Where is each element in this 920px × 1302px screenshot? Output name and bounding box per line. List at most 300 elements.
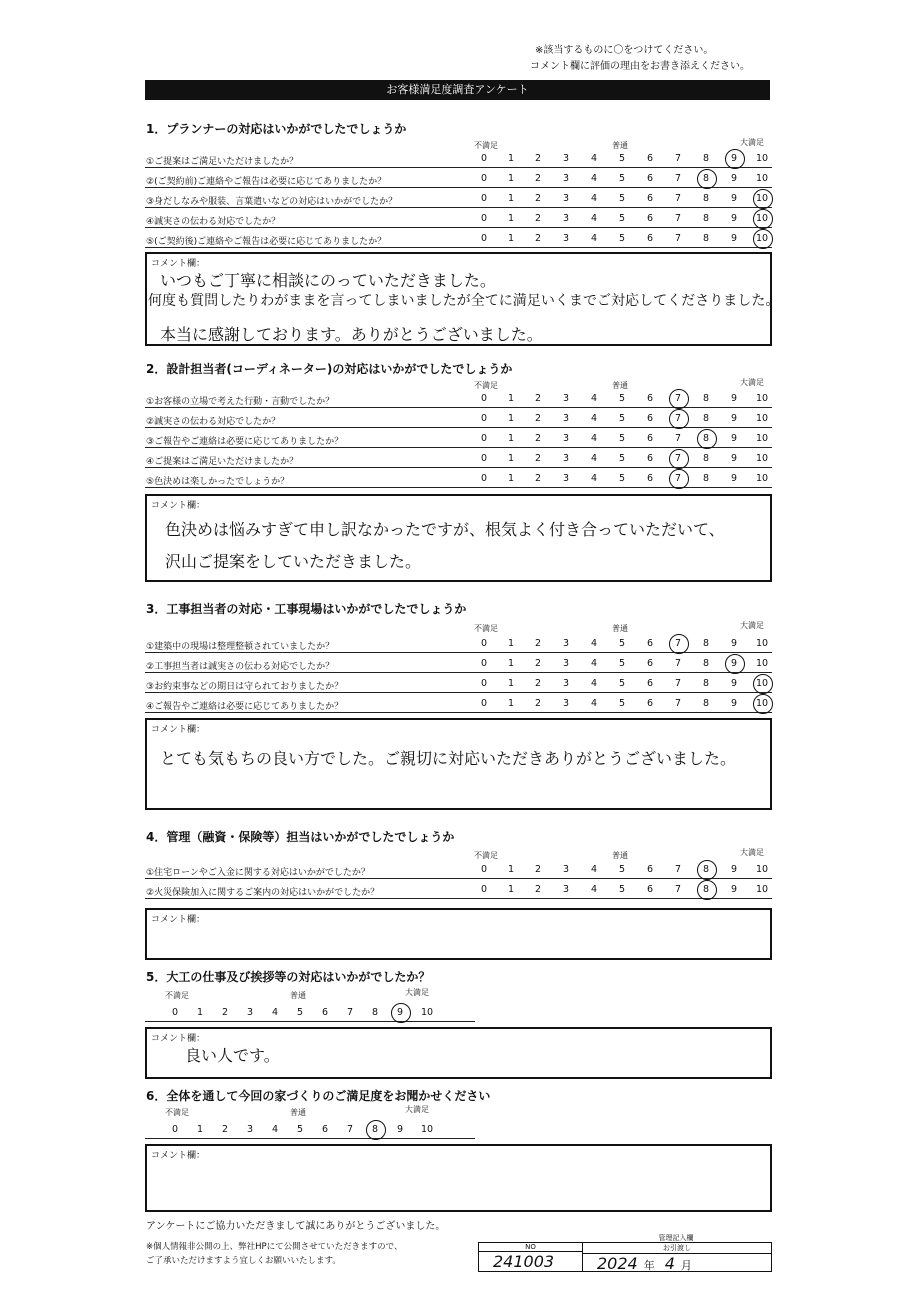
section-3-scale-low: 不満足 — [474, 624, 498, 633]
section-4-q1-option-3[interactable]: 3 — [562, 864, 570, 875]
section-1-question-5: ⑤(ご契約後)ご連絡やご報告は必要に応じてありましたか？ — [146, 237, 387, 247]
section-2-q4-option-8[interactable]: 8 — [702, 453, 710, 464]
section-4-q1-option-2[interactable]: 2 — [534, 864, 542, 875]
section-5-answer-option-5[interactable]: 5 — [296, 1007, 304, 1018]
section-4-q1-option-10[interactable]: 10 — [755, 864, 769, 875]
section-3-q1-selected-circle — [669, 634, 689, 654]
section-5-answer-option-4[interactable]: 4 — [271, 1007, 279, 1018]
section-1-q2-selected-circle — [697, 169, 717, 189]
section-1-q3-option-8[interactable]: 8 — [702, 193, 710, 204]
section-1-q5-option-3[interactable]: 3 — [562, 233, 570, 244]
section-2-q3-option-0[interactable]: 0 — [480, 433, 488, 444]
section-2-q5-option-3[interactable]: 3 — [562, 473, 570, 484]
section-2-q3-option-5[interactable]: 5 — [618, 433, 626, 444]
comment-label: コメント欄： — [151, 501, 206, 511]
section-2-title: 2．設計担当者(コーディネーター)の対応はいかがでしたでしょうか — [146, 362, 513, 376]
section-2-comment-line-2: 沢山ご提案をしていただきました。 — [165, 552, 422, 571]
section-2-q4-option-2[interactable]: 2 — [534, 453, 542, 464]
section-1-q1-option-2[interactable]: 2 — [534, 153, 542, 164]
section-3-q4-option-4[interactable]: 4 — [590, 698, 598, 709]
section-1-q2-option-9[interactable]: 9 — [730, 173, 738, 184]
section-3-q4-option-3[interactable]: 3 — [562, 698, 570, 709]
section-1-q1-option-0[interactable]: 0 — [480, 153, 488, 164]
section-3-q1-option-0[interactable]: 0 — [480, 638, 488, 649]
section-2-q2-option-3[interactable]: 3 — [562, 413, 570, 424]
section-1-q4-option-5[interactable]: 5 — [618, 213, 626, 224]
section-2-q1-option-9[interactable]: 9 — [730, 393, 738, 404]
section-6-answer-option-9[interactable]: 9 — [396, 1124, 404, 1135]
section-1-q3-option-10[interactable]: 10 — [755, 193, 769, 204]
section-2-scale-low: 不満足 — [474, 381, 498, 390]
section-2-q1-option-1[interactable]: 1 — [507, 393, 515, 404]
section-2-q5-option-8[interactable]: 8 — [702, 473, 710, 484]
section-1-q2-option-6[interactable]: 6 — [646, 173, 654, 184]
section-1-q1-option-5[interactable]: 5 — [618, 153, 626, 164]
section-3-q3-option-8[interactable]: 8 — [702, 678, 710, 689]
section-1-q5-option-9[interactable]: 9 — [730, 233, 738, 244]
privacy-note-2: ご了承いただけますよう宜しくお願いいたします。 — [146, 1256, 341, 1266]
section-4-q2-option-9[interactable]: 9 — [730, 884, 738, 895]
section-3-q1-option-3[interactable]: 3 — [562, 638, 570, 649]
section-3-q3-option-7[interactable]: 7 — [674, 678, 682, 689]
section-2-scale-mid: 普通 — [612, 381, 628, 390]
section-1-q2-option-0[interactable]: 0 — [480, 173, 488, 184]
section-4-scale-mid: 普通 — [612, 851, 628, 860]
section-1-question-3: ③身だしなみや服装、言葉遣いなどの対応はいかがでしたか？ — [146, 197, 398, 207]
section-2-q2-option-2[interactable]: 2 — [534, 413, 542, 424]
section-4-q2-selected-circle — [697, 880, 717, 900]
section-4-q1-option-1[interactable]: 1 — [507, 864, 515, 875]
section-2-q1-option-0[interactable]: 0 — [480, 393, 488, 404]
section-1-q1-option-3[interactable]: 3 — [562, 153, 570, 164]
section-2-q1-option-2[interactable]: 2 — [534, 393, 542, 404]
section-1-q2-option-10[interactable]: 10 — [755, 173, 769, 184]
section-3-q3-option-6[interactable]: 6 — [646, 678, 654, 689]
no-label: NO — [479, 1243, 582, 1252]
section-3-title: 3．工事担当者の対応・工事現場はいかがでしたでしょうか — [146, 602, 467, 616]
section-3-q2-option-9[interactable]: 9 — [730, 658, 738, 669]
section-1-scale-mid: 普通 — [612, 141, 628, 150]
section-2-q2-option-10[interactable]: 10 — [755, 413, 769, 424]
question-row-line — [145, 712, 772, 713]
handover-box — [582, 1242, 772, 1272]
section-2-q3-option-4[interactable]: 4 — [590, 433, 598, 444]
section-1-q5-option-5[interactable]: 5 — [618, 233, 626, 244]
section-2-q4-option-7[interactable]: 7 — [674, 453, 682, 464]
section-1-title: 1．プランナーの対応はいかがでしたでしょうか — [146, 122, 407, 136]
handover-label: お引渡し — [583, 1243, 771, 1254]
section-1-q4-option-8[interactable]: 8 — [702, 213, 710, 224]
section-2-q3-option-7[interactable]: 7 — [674, 433, 682, 444]
section-1-comment-line-1: いつもご丁寧に相談にのっていただきました。 — [160, 271, 496, 290]
section-1-scale-high: 大満足 — [740, 138, 764, 147]
question-row-line — [145, 227, 772, 228]
section-3-q2-option-2[interactable]: 2 — [534, 658, 542, 669]
section-1-q5-option-8[interactable]: 8 — [702, 233, 710, 244]
section-3-q2-option-4[interactable]: 4 — [590, 658, 598, 669]
section-1-scale-low: 不満足 — [474, 141, 498, 150]
section-2-question-3: ③ご報告やご連絡は必要に応じてありましたか？ — [146, 437, 344, 447]
section-4-q1-option-9[interactable]: 9 — [730, 864, 738, 875]
section-2-q2-option-5[interactable]: 5 — [618, 413, 626, 424]
handover-year: 2024 — [597, 1254, 638, 1273]
section-1-q4-selected-circle — [753, 209, 773, 229]
section-2-q4-option-4[interactable]: 4 — [590, 453, 598, 464]
section-6-answer-option-8[interactable]: 8 — [371, 1124, 379, 1135]
section-5-answer-option-3[interactable]: 3 — [246, 1007, 254, 1018]
section-2-q2-option-9[interactable]: 9 — [730, 413, 738, 424]
section-6-title: 6．全体を通して今回の家づくりのご満足度をお聞かせください — [146, 1089, 491, 1103]
section-1-q4-option-6[interactable]: 6 — [646, 213, 654, 224]
section-3-q4-option-1[interactable]: 1 — [507, 698, 515, 709]
section-3-question-2: ②工事担当者は誠実さの伝わる対応でしたか？ — [146, 662, 335, 672]
section-3-q1-option-7[interactable]: 7 — [674, 638, 682, 649]
staff-entry-header: 管理記入欄 — [658, 1234, 694, 1242]
section-2-q5-option-2[interactable]: 2 — [534, 473, 542, 484]
section-2-q4-option-0[interactable]: 0 — [480, 453, 488, 464]
section-2-q5-option-5[interactable]: 5 — [618, 473, 626, 484]
section-3-comment-line-1: とても気もちの良い方でした。ご親切に対応いただきありがとうございました。 — [160, 749, 737, 768]
section-2-q5-option-6[interactable]: 6 — [646, 473, 654, 484]
section-1-q4-option-1[interactable]: 1 — [507, 213, 515, 224]
section-1-question-1: ①ご提案はご満足いただけましたか？ — [146, 157, 299, 167]
section-2-q5-selected-circle — [669, 469, 689, 489]
section-6-scale-mid: 普通 — [290, 1108, 306, 1117]
section-3-q3-selected-circle — [753, 674, 773, 694]
section-4-q2-option-1[interactable]: 1 — [507, 884, 515, 895]
section-4-q1-option-0[interactable]: 0 — [480, 864, 488, 875]
section-6-answer-option-10[interactable]: 10 — [420, 1124, 434, 1135]
section-6-answer-option-1[interactable]: 1 — [196, 1124, 204, 1135]
section-4-q2-option-10[interactable]: 10 — [755, 884, 769, 895]
section-1-q4-option-2[interactable]: 2 — [534, 213, 542, 224]
section-6-answer-option-6[interactable]: 6 — [321, 1124, 329, 1135]
section-2-q2-option-4[interactable]: 4 — [590, 413, 598, 424]
section-3-q2-option-3[interactable]: 3 — [562, 658, 570, 669]
section-1-q3-option-6[interactable]: 6 — [646, 193, 654, 204]
section-2-q2-selected-circle — [669, 409, 689, 429]
section-1-q5-option-1[interactable]: 1 — [507, 233, 515, 244]
section-2-q1-option-10[interactable]: 10 — [755, 393, 769, 404]
section-2-q3-option-6[interactable]: 6 — [646, 433, 654, 444]
section-3-q3-option-4[interactable]: 4 — [590, 678, 598, 689]
section-6-answer-option-4[interactable]: 4 — [271, 1124, 279, 1135]
section-2-q5-option-0[interactable]: 0 — [480, 473, 488, 484]
section-5-answer-option-10[interactable]: 10 — [420, 1007, 434, 1018]
section-2-scale-high: 大満足 — [740, 378, 764, 387]
section-3-q2-option-6[interactable]: 6 — [646, 658, 654, 669]
section-6-comment-box[interactable] — [145, 1144, 772, 1212]
section-1-q4-option-4[interactable]: 4 — [590, 213, 598, 224]
question-row-line — [145, 898, 772, 899]
section-2-q5-option-1[interactable]: 1 — [507, 473, 515, 484]
section-5-scale-high: 大満足 — [405, 988, 429, 997]
section-1-q4-option-7[interactable]: 7 — [674, 213, 682, 224]
section-5-answer-option-0[interactable]: 0 — [171, 1007, 179, 1018]
section-2-q1-option-3[interactable]: 3 — [562, 393, 570, 404]
section-1-q1-option-10[interactable]: 10 — [755, 153, 769, 164]
section-3-q2-option-1[interactable]: 1 — [507, 658, 515, 669]
section-2-q1-option-5[interactable]: 5 — [618, 393, 626, 404]
section-4-q2-option-7[interactable]: 7 — [674, 884, 682, 895]
section-2-q2-option-6[interactable]: 6 — [646, 413, 654, 424]
section-5-scale-low: 不満足 — [165, 991, 189, 1000]
comment-label: コメント欄： — [151, 259, 206, 269]
section-3-q2-selected-circle — [725, 654, 745, 674]
section-3-q1-option-1[interactable]: 1 — [507, 638, 515, 649]
section-1-q3-option-0[interactable]: 0 — [480, 193, 488, 204]
year-unit: 年 — [643, 1259, 655, 1272]
section-3-q3-option-1[interactable]: 1 — [507, 678, 515, 689]
section-3-q1-option-10[interactable]: 10 — [755, 638, 769, 649]
section-3-q2-option-8[interactable]: 8 — [702, 658, 710, 669]
section-1-q3-option-9[interactable]: 9 — [730, 193, 738, 204]
section-1-q5-option-10[interactable]: 10 — [755, 233, 769, 244]
section-6-scale-low: 不満足 — [165, 1108, 189, 1117]
section-3-q1-option-2[interactable]: 2 — [534, 638, 542, 649]
section-2-q1-option-4[interactable]: 4 — [590, 393, 598, 404]
question-row-line — [145, 692, 772, 693]
section-2-q5-option-7[interactable]: 7 — [674, 473, 682, 484]
section-2-q1-option-6[interactable]: 6 — [646, 393, 654, 404]
section-4-q1-option-7[interactable]: 7 — [674, 864, 682, 875]
no-box — [478, 1242, 583, 1272]
section-6-answer-option-5[interactable]: 5 — [296, 1124, 304, 1135]
section-2-q1-option-7[interactable]: 7 — [674, 393, 682, 404]
section-2-q4-option-1[interactable]: 1 — [507, 453, 515, 464]
section-2-q2-option-8[interactable]: 8 — [702, 413, 710, 424]
section-4-q2-option-3[interactable]: 3 — [562, 884, 570, 895]
section-5-answer-selected-circle — [391, 1003, 411, 1023]
section-1-q2-option-5[interactable]: 5 — [618, 173, 626, 184]
section-2-q3-option-1[interactable]: 1 — [507, 433, 515, 444]
section-1-q1-option-7[interactable]: 7 — [674, 153, 682, 164]
section-1-q5-option-2[interactable]: 2 — [534, 233, 542, 244]
section-4-q1-option-8[interactable]: 8 — [702, 864, 710, 875]
section-5-answer-option-7[interactable]: 7 — [346, 1007, 354, 1018]
section-2-question-4: ④ご提案はご満足いただけましたか？ — [146, 457, 299, 467]
section-2-q4-selected-circle — [669, 449, 689, 469]
section-1-q4-option-10[interactable]: 10 — [755, 213, 769, 224]
section-6-answer-option-2[interactable]: 2 — [221, 1124, 229, 1135]
section-1-q3-option-1[interactable]: 1 — [507, 193, 515, 204]
section-3-question-4: ④ご報告やご連絡は必要に応じてありましたか？ — [146, 702, 344, 712]
section-3-q3-option-2[interactable]: 2 — [534, 678, 542, 689]
section-3-q2-option-7[interactable]: 7 — [674, 658, 682, 669]
section-1-comment-line-3: 本当に感謝しております。ありがとうございました。 — [160, 325, 543, 344]
section-4-q2-option-0[interactable]: 0 — [480, 884, 488, 895]
section-4-scale-low: 不満足 — [474, 851, 498, 860]
section-3-scale-mid: 普通 — [612, 624, 628, 633]
section-2-question-5: ⑤色決めは楽しかったでしょうか？ — [146, 477, 290, 487]
section-2-q3-option-2[interactable]: 2 — [534, 433, 542, 444]
section-1-q2-option-2[interactable]: 2 — [534, 173, 542, 184]
section-2-q4-option-3[interactable]: 3 — [562, 453, 570, 464]
section-1-q5-selected-circle — [753, 229, 773, 249]
section-5-comment-line-1: 良い人です。 — [185, 1046, 280, 1065]
section-1-q1-option-1[interactable]: 1 — [507, 153, 515, 164]
section-2-q2-option-0[interactable]: 0 — [480, 413, 488, 424]
section-2-comment-line-1: 色決めは悩みすぎて申し訳なかったですが、根気よく付き合っていただいて、 — [165, 520, 725, 539]
section-1-q5-option-4[interactable]: 4 — [590, 233, 598, 244]
month-unit: 月 — [680, 1259, 692, 1272]
section-1-q5-option-6[interactable]: 6 — [646, 233, 654, 244]
section-1-q5-option-0[interactable]: 0 — [480, 233, 488, 244]
section-4-question-1: ①住宅ローンやご入金に関する対応はいかがでしたか？ — [146, 868, 370, 878]
section-2-q1-option-8[interactable]: 8 — [702, 393, 710, 404]
section-2-q5-option-9[interactable]: 9 — [730, 473, 738, 484]
section-3-q3-option-5[interactable]: 5 — [618, 678, 626, 689]
question-row-line — [145, 878, 772, 879]
section-3-q1-option-9[interactable]: 9 — [730, 638, 738, 649]
section-1-q3-option-7[interactable]: 7 — [674, 193, 682, 204]
section-1-question-4: ④誠実さの伝わる対応でしたか？ — [146, 217, 281, 227]
section-2-q3-option-3[interactable]: 3 — [562, 433, 570, 444]
section-4-q2-option-2[interactable]: 2 — [534, 884, 542, 895]
footer-thanks: アンケートにご協力いただきまして誠にありがとうございました。 — [146, 1221, 446, 1232]
handover-month: 4 — [664, 1254, 675, 1273]
section-1-q1-option-8[interactable]: 8 — [702, 153, 710, 164]
section-4-title: 4．管理（融資・保険等）担当はいかがでしたでしょうか — [146, 830, 455, 844]
section-3-q4-selected-circle — [753, 694, 773, 714]
section-4-scale-high: 大満足 — [740, 848, 764, 857]
section-1-q5-option-7[interactable]: 7 — [674, 233, 682, 244]
question-row-line — [145, 672, 772, 673]
section-3-q2-option-5[interactable]: 5 — [618, 658, 626, 669]
section-2-q3-option-10[interactable]: 10 — [755, 433, 769, 444]
section-1-q3-option-5[interactable]: 5 — [618, 193, 626, 204]
section-3-q2-option-10[interactable]: 10 — [755, 658, 769, 669]
comment-label: コメント欄： — [151, 725, 206, 735]
section-6-answer-option-7[interactable]: 7 — [346, 1124, 354, 1135]
section-3-q4-option-0[interactable]: 0 — [480, 698, 488, 709]
question-row-line — [145, 207, 772, 208]
section-2-question-1: ①お客様の立場で考えた行動・言動でしたか？ — [146, 397, 335, 407]
section-2-q5-option-10[interactable]: 10 — [755, 473, 769, 484]
section-5-scale-mid: 普通 — [290, 991, 306, 1000]
section-5-answer-option-6[interactable]: 6 — [321, 1007, 329, 1018]
section-2-q3-option-9[interactable]: 9 — [730, 433, 738, 444]
section-3-q1-option-6[interactable]: 6 — [646, 638, 654, 649]
section-3-q3-option-10[interactable]: 10 — [755, 678, 769, 689]
comment-label: コメント欄： — [151, 915, 206, 925]
section-3-q3-option-0[interactable]: 0 — [480, 678, 488, 689]
section-6-answer-option-3[interactable]: 3 — [246, 1124, 254, 1135]
section-1-q4-option-3[interactable]: 3 — [562, 213, 570, 224]
section-1-q4-option-9[interactable]: 9 — [730, 213, 738, 224]
section-1-q2-option-4[interactable]: 4 — [590, 173, 598, 184]
section-3-question-1: ①建築中の現場は整理整頓されていましたか？ — [146, 642, 335, 652]
section-3-q4-option-7[interactable]: 7 — [674, 698, 682, 709]
section-4-q2-option-4[interactable]: 4 — [590, 884, 598, 895]
section-2-q1-selected-circle — [669, 389, 689, 409]
section-4-q1-option-5[interactable]: 5 — [618, 864, 626, 875]
section-3-q4-option-6[interactable]: 6 — [646, 698, 654, 709]
section-1-q1-selected-circle — [725, 149, 745, 169]
section-3-q3-option-3[interactable]: 3 — [562, 678, 570, 689]
section-4-q2-option-6[interactable]: 6 — [646, 884, 654, 895]
section-2-q2-option-1[interactable]: 1 — [507, 413, 515, 424]
no-value: 241003 — [493, 1252, 555, 1271]
section-1-q1-option-9[interactable]: 9 — [730, 153, 738, 164]
answer-row-line — [145, 1021, 475, 1022]
section-5-answer-option-9[interactable]: 9 — [396, 1007, 404, 1018]
privacy-note-1: ※個人情報非公開の上、弊社HPにて公開させていただきますので、 — [146, 1242, 403, 1252]
section-3-scale-high: 大満足 — [740, 621, 764, 630]
section-1-q2-option-8[interactable]: 8 — [702, 173, 710, 184]
section-3-q1-option-4[interactable]: 4 — [590, 638, 598, 649]
section-5-answer-option-8[interactable]: 8 — [371, 1007, 379, 1018]
instruction-note-2: コメント欄に評価の理由をお書き添えください。 — [530, 61, 750, 72]
section-3-q4-option-2[interactable]: 2 — [534, 698, 542, 709]
section-4-comment-box[interactable] — [145, 908, 772, 960]
section-3-q1-option-5[interactable]: 5 — [618, 638, 626, 649]
section-4-q1-option-6[interactable]: 6 — [646, 864, 654, 875]
instruction-note-1: ※該当するものに〇をつけてください。 — [535, 45, 714, 56]
question-row-line — [145, 187, 772, 188]
section-1-q2-option-3[interactable]: 3 — [562, 173, 570, 184]
section-3-question-3: ③お約束事などの期日は守られておりましたか？ — [146, 682, 344, 692]
section-2-q4-option-5[interactable]: 5 — [618, 453, 626, 464]
section-3-q3-option-9[interactable]: 9 — [730, 678, 738, 689]
section-1-q2-option-1[interactable]: 1 — [507, 173, 515, 184]
section-4-question-2: ②火災保険加入に関するご案内の対応はいかがでしたか？ — [146, 888, 380, 898]
section-1-q3-option-2[interactable]: 2 — [534, 193, 542, 204]
section-1-question-2: ②(ご契約前)ご連絡やご報告は必要に応じてありましたか？ — [146, 177, 387, 187]
section-4-q1-option-4[interactable]: 4 — [590, 864, 598, 875]
section-6-scale-high: 大満足 — [405, 1105, 429, 1114]
section-3-q4-option-9[interactable]: 9 — [730, 698, 738, 709]
comment-label: コメント欄： — [151, 1151, 206, 1161]
section-5-answer-option-1[interactable]: 1 — [196, 1007, 204, 1018]
section-1-comment-line-2: 何度も質問したりわがままを言ってしまいましたが全てに満足いくまでご対応してくださりました。 — [148, 293, 780, 309]
section-3-q4-option-5[interactable]: 5 — [618, 698, 626, 709]
section-1-q1-option-6[interactable]: 6 — [646, 153, 654, 164]
section-3-q2-option-0[interactable]: 0 — [480, 658, 488, 669]
section-1-q3-selected-circle — [753, 189, 773, 209]
section-2-question-2: ②誠実さの伝わる対応でしたか？ — [146, 417, 281, 427]
section-3-q4-option-8[interactable]: 8 — [702, 698, 710, 709]
section-1-q2-option-7[interactable]: 7 — [674, 173, 682, 184]
section-2-q5-option-4[interactable]: 4 — [590, 473, 598, 484]
page-title: お客様満足度調査アンケート — [145, 80, 770, 100]
section-4-q2-option-5[interactable]: 5 — [618, 884, 626, 895]
section-2-q4-option-6[interactable]: 6 — [646, 453, 654, 464]
section-6-answer-option-0[interactable]: 0 — [171, 1124, 179, 1135]
comment-label: コメント欄： — [151, 1034, 206, 1044]
section-1-q3-option-3[interactable]: 3 — [562, 193, 570, 204]
section-1-q1-option-4[interactable]: 4 — [590, 153, 598, 164]
section-3-q1-option-8[interactable]: 8 — [702, 638, 710, 649]
section-2-q2-option-7[interactable]: 7 — [674, 413, 682, 424]
answer-row-line — [145, 1138, 475, 1139]
question-row-line — [145, 447, 772, 448]
section-6-answer-selected-circle — [366, 1120, 386, 1140]
section-1-q3-option-4[interactable]: 4 — [590, 193, 598, 204]
section-4-q2-option-8[interactable]: 8 — [702, 884, 710, 895]
section-5-title: 5．大工の仕事及び挨拶等の対応はいかがでしたか？ — [146, 970, 431, 984]
question-row-line — [145, 247, 772, 248]
question-row-line — [145, 167, 772, 168]
section-4-q1-selected-circle — [697, 860, 717, 880]
section-1-q4-option-0[interactable]: 0 — [480, 213, 488, 224]
section-3-q4-option-10[interactable]: 10 — [755, 698, 769, 709]
section-2-q4-option-9[interactable]: 9 — [730, 453, 738, 464]
section-2-q3-selected-circle — [697, 429, 717, 449]
section-2-q4-option-10[interactable]: 10 — [755, 453, 769, 464]
section-2-q3-option-8[interactable]: 8 — [702, 433, 710, 444]
section-5-answer-option-2[interactable]: 2 — [221, 1007, 229, 1018]
